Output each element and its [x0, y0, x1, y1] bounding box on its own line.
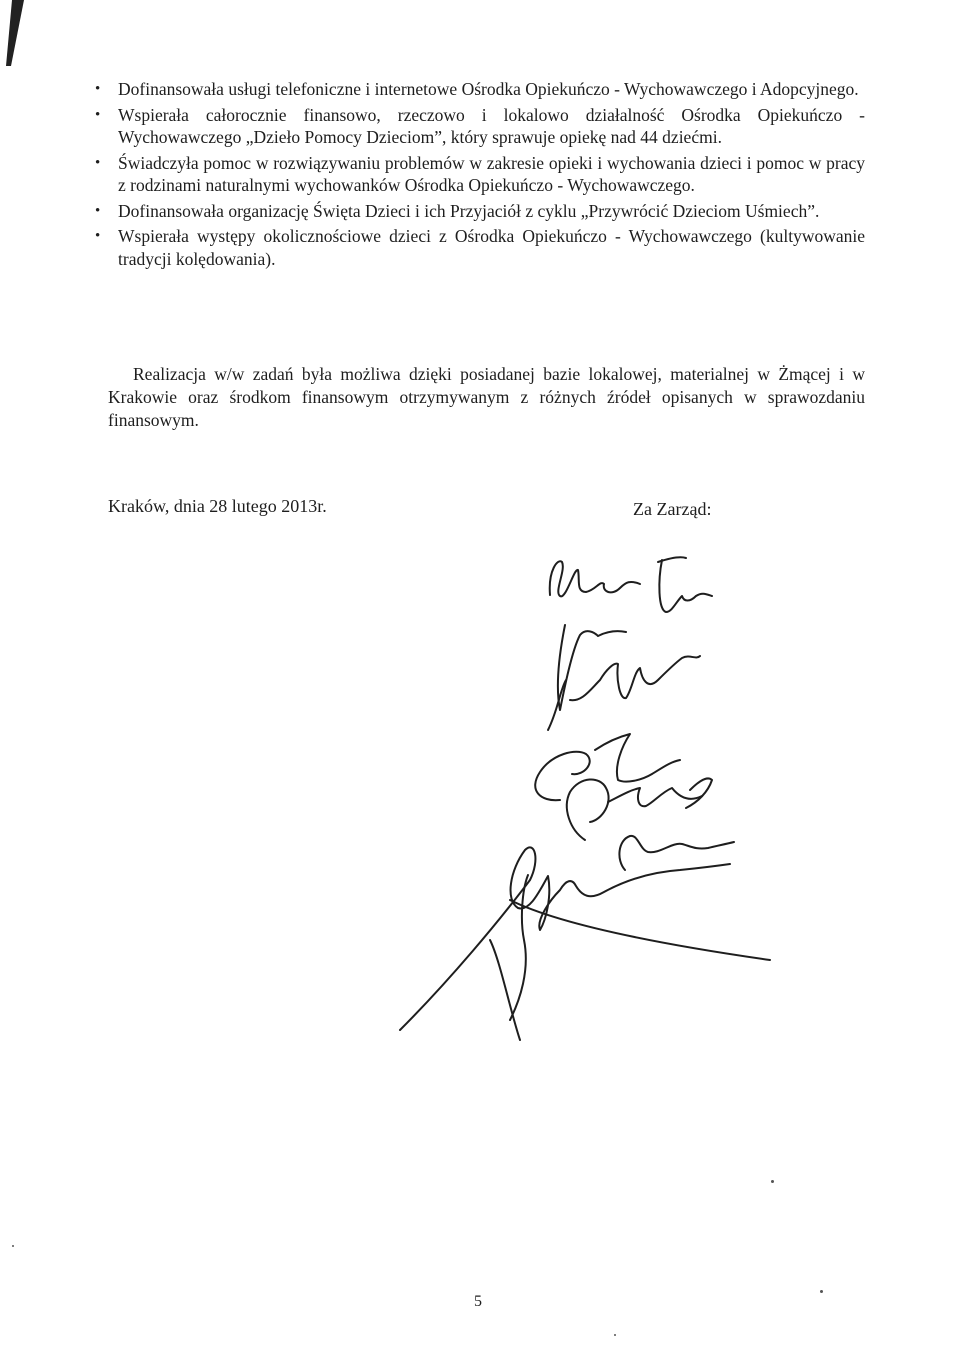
- scan-speck: [820, 1290, 823, 1293]
- scan-speck: [12, 1245, 14, 1247]
- activity-item-4: • Dofinansowała organizację Święta Dzieci i ich Przyjaciół z cyklu „Przywrócić Dzieciom Uśmiech”.: [95, 200, 865, 223]
- board-label: Za Zarząd:: [633, 499, 712, 519]
- scan-speck: [614, 1334, 616, 1336]
- scan-speck: [771, 1180, 774, 1183]
- page-number: 5: [474, 1293, 482, 1310]
- activity-item-1: • Dofinansowała usługi telefoniczne i internetowe Ośrodka Opiekuńczo - Wychowawczego i Adopcyjnego.: [95, 78, 865, 101]
- activity-item-3: • Świadczyła pomoc w rozwiązywaniu problemów w zakresie opieki i wychowania dzieci i pomoc w pracy z rodzinami naturalnymi wychowanków Ośrodka Opiekuńczo - Wychowawczego.: [95, 152, 865, 197]
- board-signatures: [390, 540, 780, 1060]
- corner-scan-mark: [2, 0, 32, 70]
- activity-list: [95, 78, 865, 273]
- summary-paragraph: Realizacja w/w zadań była możliwa dzięki posiadanej bazie lokalowej, materialnej w Żmącej i w Krakowie oraz środkom finansowym otrzymywanym z różnych źródeł opisanych w sprawozdaniu finansowym.: [108, 364, 865, 430]
- activity-item-2: • Wspierała całorocznie finansowo, rzeczowo i lokalowo działalność Ośrodka Opiekuńczo - Wychowawczego „Dzieło Pomocy Dzieciom”, który sprawuje opiekę nad 44 dziećmi.: [95, 104, 865, 149]
- place-date: Kraków, dnia 28 lutego 2013r.: [108, 496, 327, 516]
- activity-item-5: • Wspierała występy okolicznościowe dzieci z Ośrodka Opiekuńczo - Wychowawczego (kultywowanie tradycji kolędowania).: [95, 225, 865, 270]
